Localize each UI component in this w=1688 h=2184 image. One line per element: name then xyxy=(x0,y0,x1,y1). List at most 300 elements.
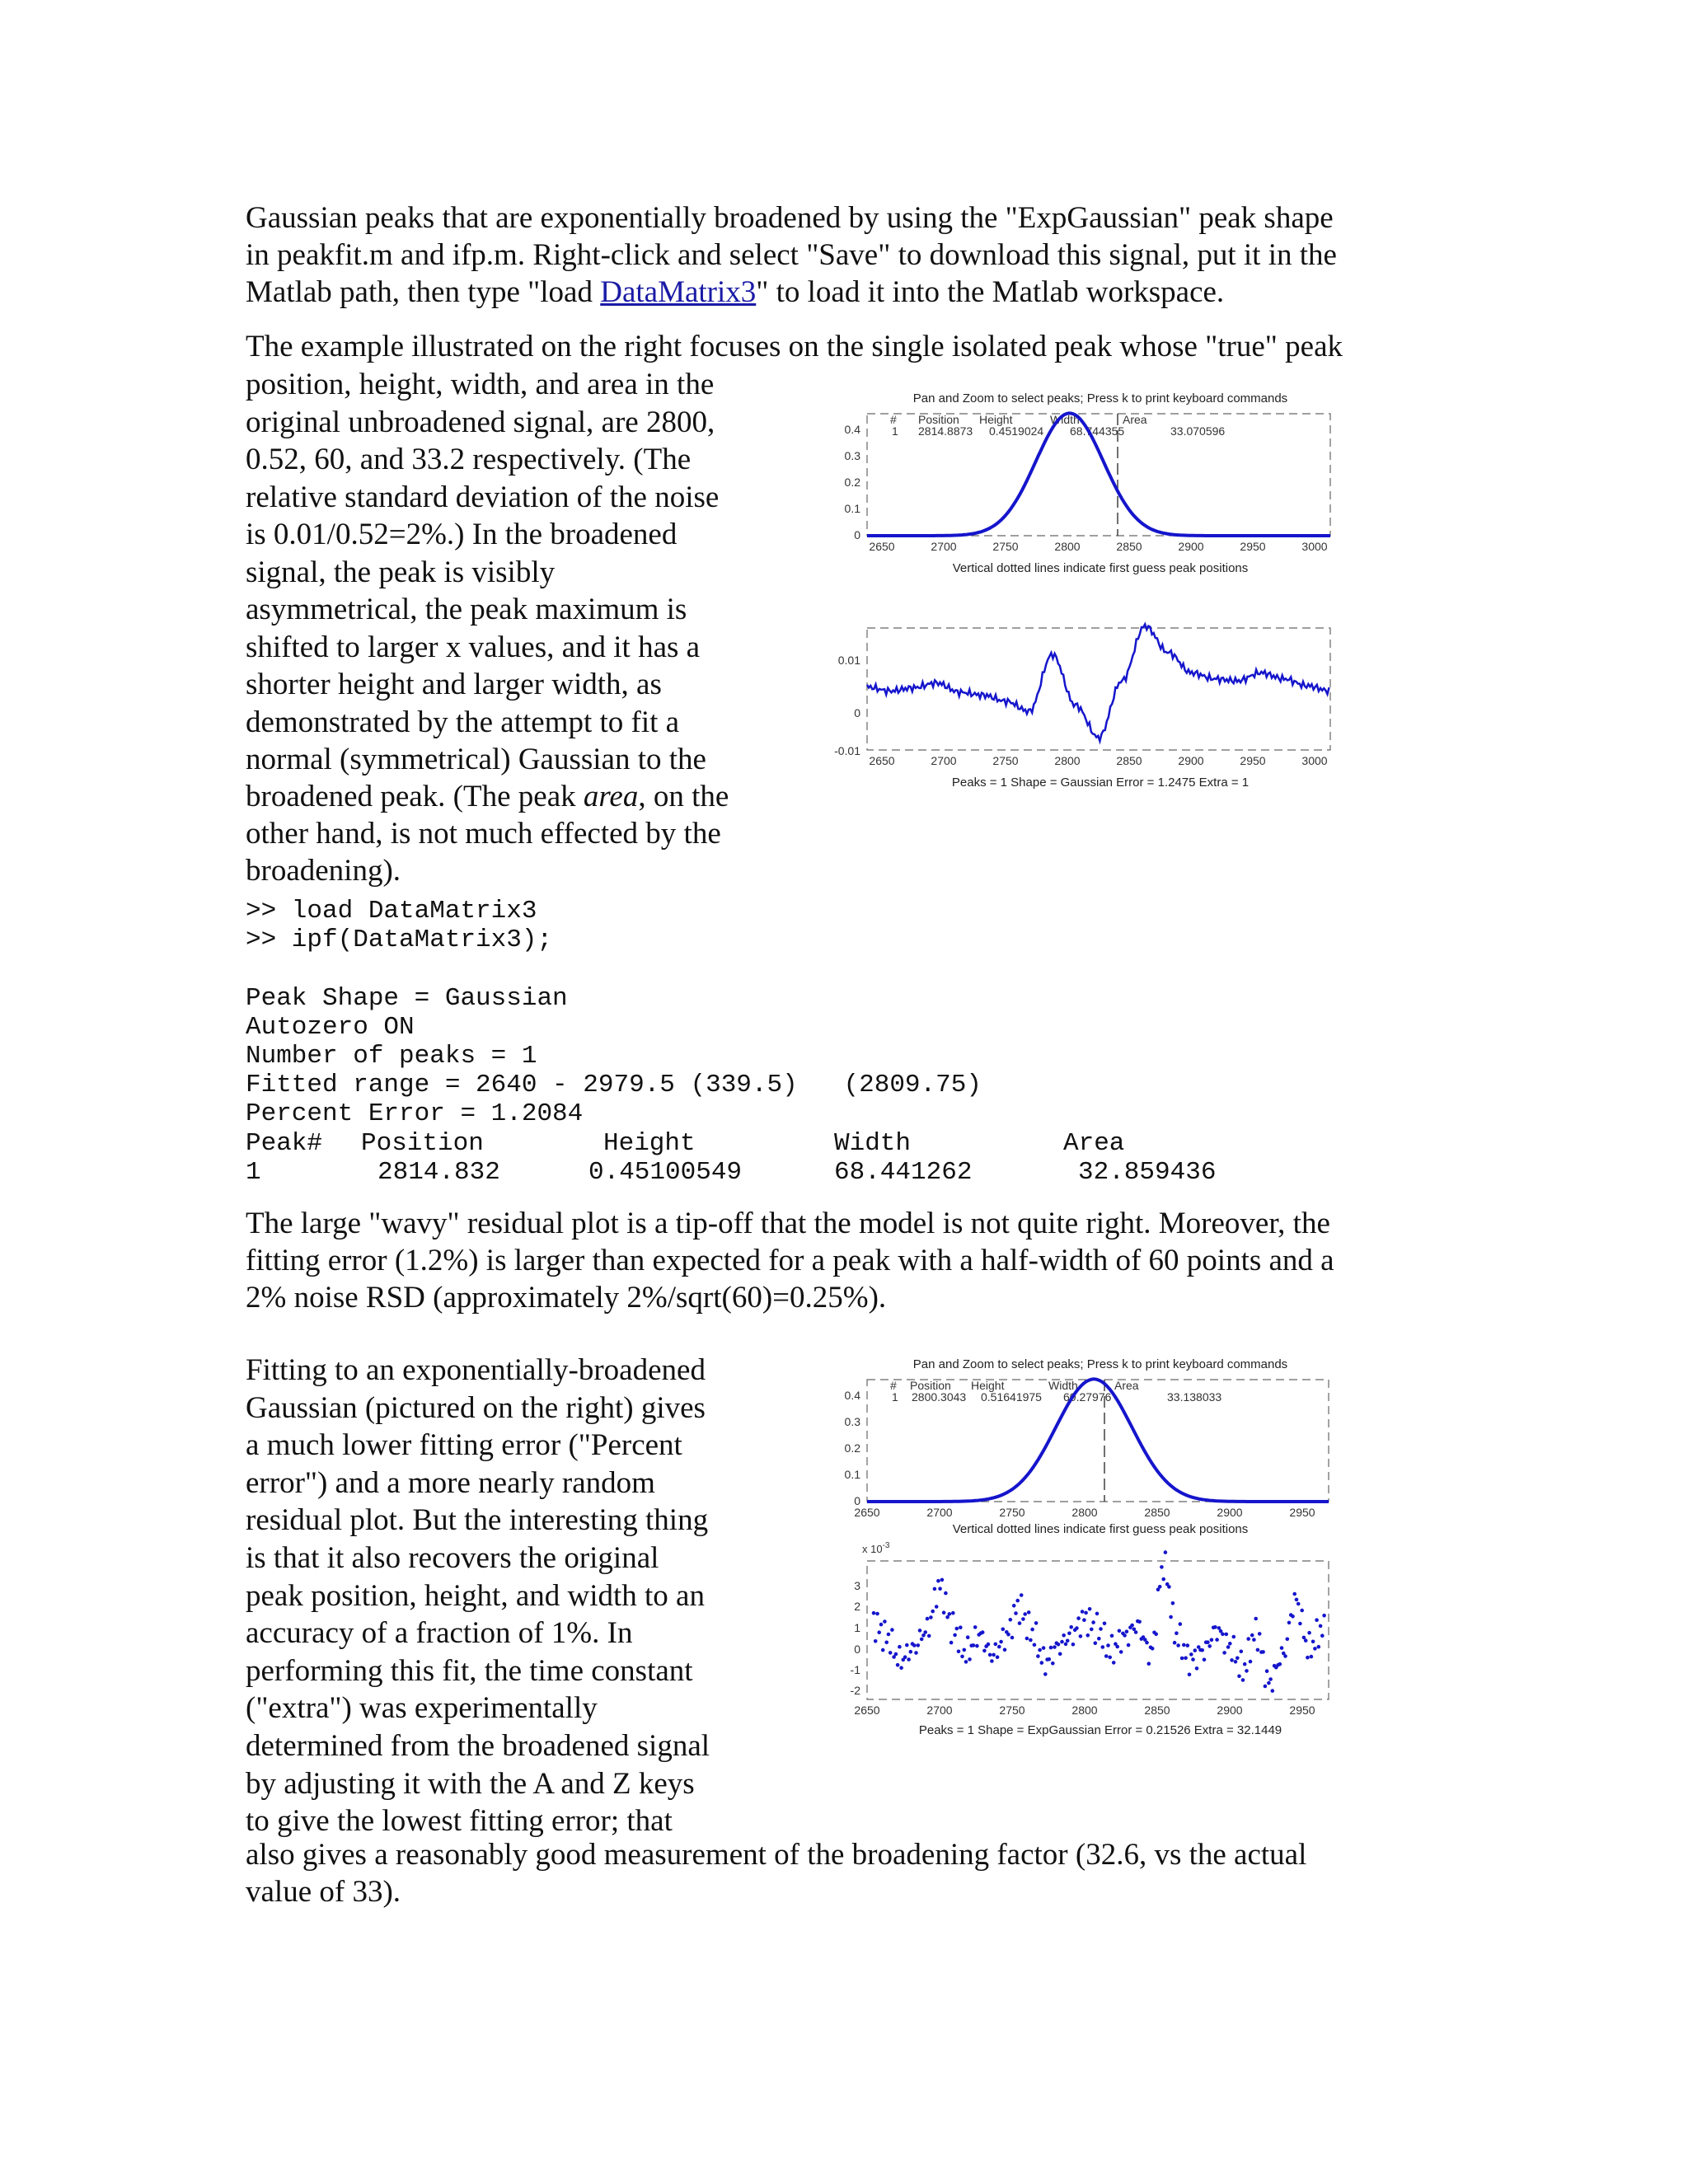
fig2-residual-point xyxy=(1066,1639,1070,1643)
fig1-res-ytick-0: 0 xyxy=(854,706,860,719)
fig2-th-width: Width xyxy=(1048,1379,1078,1392)
fig2-residual-point xyxy=(1119,1650,1123,1654)
fig2-residual-point xyxy=(1033,1643,1037,1647)
fig2-residual-point xyxy=(883,1619,887,1624)
fig2-title: Pan and Zoom to select peaks; Press k to print keyboard commands xyxy=(912,1357,1288,1371)
para2-line-1: position, height, width, and area in the xyxy=(246,368,715,401)
fig2-top-xtick-0: 2650 xyxy=(854,1506,880,1519)
fig2-res-ytick-2: 2 xyxy=(854,1600,860,1613)
fig2-residual-point xyxy=(1182,1643,1186,1647)
fig2-residual-point xyxy=(1222,1651,1226,1655)
para4-line-10: ("extra") was experimentally xyxy=(246,1691,598,1726)
fig2-residual-point xyxy=(1003,1648,1007,1652)
fig2-residual-point xyxy=(933,1587,937,1591)
fig2-residual-point xyxy=(1094,1641,1098,1645)
fig2-ytick-04: 0.4 xyxy=(844,1389,860,1402)
fig2-bot-xtick-0: 2650 xyxy=(854,1704,880,1717)
fig1-bot-xtick-5: 2900 xyxy=(1178,754,1204,767)
fig2-residual-point xyxy=(1179,1622,1183,1626)
para4-line-2: Gaussian (pictured on the right) gives xyxy=(246,1390,706,1425)
fig2-residual-point xyxy=(1307,1631,1311,1635)
fig2-td-area: 33.138033 xyxy=(1167,1390,1222,1404)
fig2-ytick-0: 0 xyxy=(854,1494,860,1507)
fig1-bot-xtick-1: 2700 xyxy=(931,754,957,767)
fig1-td-width: 68.744355 xyxy=(1070,424,1125,438)
fig2-residual-point xyxy=(1134,1630,1138,1634)
fig2-residual-point xyxy=(1264,1685,1268,1689)
para4-line-9: performing this fit, the time constant xyxy=(246,1653,693,1688)
fig1-res-ytick-m001: -0.01 xyxy=(834,744,860,757)
fig2-residual-point xyxy=(1104,1654,1109,1658)
fig2-residual-point xyxy=(942,1610,946,1615)
fig2-residual-point xyxy=(1158,1585,1162,1589)
fig2-res-ytick-0: 0 xyxy=(854,1643,860,1656)
fig2-residual-point xyxy=(1161,1577,1165,1582)
fig2-residual-point xyxy=(1215,1638,1219,1642)
fig2-residual-point xyxy=(948,1612,952,1616)
fig2-td-num: 1 xyxy=(892,1390,898,1404)
fig2-residual-point xyxy=(1001,1628,1006,1632)
fig2-residual-point xyxy=(1203,1658,1207,1662)
fig2-residual-point xyxy=(1265,1669,1269,1673)
fig2-residual-point xyxy=(990,1659,994,1663)
code-line-4: Peak Shape = Gaussian xyxy=(246,983,568,1013)
fig1-td-num: 1 xyxy=(892,424,898,438)
fig2-footer: Peaks = 1 Shape = ExpGaussian Error = 0.21526 Extra = 32.1449 xyxy=(918,1723,1282,1737)
cell-height: 0.45100549 xyxy=(588,1158,743,1187)
fig2-residual-point xyxy=(1010,1636,1015,1640)
fig2-residual-point xyxy=(966,1635,970,1639)
fig2-residual-point xyxy=(972,1643,976,1647)
fig2-residual-point xyxy=(1015,1599,1020,1603)
fig2-residual-point xyxy=(959,1625,963,1629)
fig1-ytick-0: 0 xyxy=(854,528,860,541)
fig2-bot-xtick-6: 2950 xyxy=(1289,1704,1315,1717)
fig1-bot-xtick-2: 2750 xyxy=(992,754,1019,767)
fig2-residual-point xyxy=(1023,1612,1027,1616)
fig1-ytick-01: 0.1 xyxy=(844,502,860,515)
fig2-residual-point xyxy=(1267,1681,1271,1685)
fig1-bot-xtick-6: 2950 xyxy=(1240,754,1266,767)
fig2-residual-point xyxy=(1256,1648,1260,1652)
fig2-residual-point xyxy=(1018,1621,1022,1625)
cell-width: 68.441262 xyxy=(834,1158,973,1187)
fig2-ytick-02: 0.2 xyxy=(844,1441,860,1455)
fig2-residual-point xyxy=(1118,1629,1122,1633)
fig2-residual-point xyxy=(1062,1633,1066,1638)
fig2-residual-point xyxy=(1097,1637,1101,1641)
fig2-residual-point xyxy=(1112,1661,1116,1665)
fig2-residual-point xyxy=(1191,1657,1195,1661)
fig2-residual-point xyxy=(1137,1620,1142,1624)
fig2-residual-point xyxy=(963,1648,967,1652)
fig2-residual-point xyxy=(1125,1629,1129,1633)
code-line-1: >> load DataMatrix3 xyxy=(246,897,537,926)
fig1-ytick-03: 0.3 xyxy=(844,449,860,462)
fig2-residual-point xyxy=(1030,1628,1034,1632)
fig2-residual-point xyxy=(1278,1662,1282,1666)
fig2-top-yticks xyxy=(845,1389,861,1507)
fig2-residual-point xyxy=(1254,1617,1258,1621)
para3-line3: 2% noise RSD (approximately 2%/sqrt(60)=0.25%). xyxy=(246,1281,887,1315)
fig2-residual-point xyxy=(1154,1633,1158,1637)
fig2-top-xtick-4: 2850 xyxy=(1144,1506,1170,1519)
fig2-residual-point xyxy=(1268,1677,1273,1681)
fig2-residual-point xyxy=(1292,1592,1296,1596)
fig2-th-num: # xyxy=(890,1379,897,1392)
para4-line-3: a much lower fitting error ("Percent xyxy=(246,1428,682,1463)
fig1-residual-axes xyxy=(867,628,1330,750)
fig2-residual-point xyxy=(1079,1634,1083,1638)
para2-line-9: shorter height and larger width, as xyxy=(246,668,662,701)
fig2-bot-xtick-3: 2800 xyxy=(1071,1704,1098,1717)
fig2-residual-point xyxy=(1014,1611,1018,1615)
col-header-peak: Peak# xyxy=(246,1129,323,1158)
fig2-residual-point xyxy=(929,1615,933,1619)
fig2-residual-point xyxy=(1067,1632,1071,1636)
para2-line-8: shifted to larger x values, and it has a xyxy=(246,630,701,664)
fig2-residual-point xyxy=(1160,1565,1164,1569)
code-line-7: Fitted range = 2640 - 2979.5 (339.5) (2809.75) xyxy=(246,1071,982,1100)
fig2-residual-point xyxy=(1064,1643,1068,1647)
fig2-residual-point xyxy=(950,1641,954,1645)
fig2-residual-point xyxy=(1090,1628,1094,1632)
fig2-td-height: 0.51641975 xyxy=(981,1390,1042,1404)
fig2-residual-point xyxy=(987,1643,991,1647)
fig1-ytick-02: 0.2 xyxy=(844,476,860,489)
fig2-residual-point xyxy=(1221,1633,1225,1637)
fig2-residual-point xyxy=(940,1578,945,1582)
para2-line-10: demonstrated by the attempt to fit a xyxy=(246,705,680,739)
fig2-residual-point xyxy=(1042,1646,1046,1650)
para4-line-8: accuracy of a fraction of 1%. In xyxy=(246,1616,633,1651)
fig2-residual-point xyxy=(960,1655,964,1659)
fig2-residual-point xyxy=(975,1644,979,1648)
fig2-residual-point xyxy=(1291,1615,1295,1619)
fig2-residual-point xyxy=(1280,1646,1284,1650)
fig2-residual-point xyxy=(953,1633,957,1638)
fig2-residual-point xyxy=(988,1653,992,1657)
para2-line13-post: , on the xyxy=(638,780,729,813)
fig2-residual-point xyxy=(1034,1621,1039,1625)
para2-line-7: asymmetrical, the peak maximum is xyxy=(246,593,687,626)
code-line-2: >> ipf(DataMatrix3); xyxy=(246,926,553,955)
fig2-residual-point xyxy=(1304,1638,1308,1643)
fig1-th-position: Position xyxy=(918,413,959,426)
fig2-residual-point xyxy=(1252,1638,1256,1642)
fig1-top-xtick-5: 2900 xyxy=(1178,540,1204,553)
fig2-residual-point xyxy=(1234,1660,1238,1664)
fig2-xlabel: Vertical dotted lines indicate first guess peak positions xyxy=(952,1522,1249,1536)
para1-line3-post: " to load it into the Matlab workspace. xyxy=(756,275,1225,309)
fig2-residual-point xyxy=(1071,1643,1076,1647)
fig2-residual-point xyxy=(1103,1622,1107,1626)
fig2-res-ytick-m2: -2 xyxy=(850,1684,860,1697)
fig1-bot-xtick-0: 2650 xyxy=(869,754,895,767)
fig1-ytick-04: 0.4 xyxy=(844,423,860,436)
fig2-bot-xtick-1: 2700 xyxy=(926,1704,953,1717)
fig2-residual-point xyxy=(1286,1638,1290,1642)
fig2-residual-point xyxy=(1106,1643,1110,1647)
fig2-residual-point xyxy=(1271,1689,1275,1693)
fig2-residual-point xyxy=(1040,1661,1044,1665)
fig2-residual-point xyxy=(1091,1620,1095,1624)
fig2-residual-point xyxy=(1173,1641,1177,1645)
cell-area: 32.859436 xyxy=(1078,1158,1217,1187)
fig2-residual-point xyxy=(1164,1550,1168,1554)
fig2-bot-xtick-5: 2900 xyxy=(1217,1704,1243,1717)
fig2-residual-point xyxy=(1027,1610,1031,1615)
fig2-top-xtick-6: 2950 xyxy=(1289,1506,1315,1519)
fig2-residual-point xyxy=(1053,1645,1057,1649)
fig2-residual-point xyxy=(936,1579,940,1583)
fig2-exponent-label xyxy=(862,1541,890,1555)
fig2-residual-point xyxy=(1171,1601,1175,1605)
para4-line-7: peak position, height, and width to an xyxy=(246,1578,705,1613)
fig2-residual-point xyxy=(1108,1656,1112,1660)
fig2-td-width: 60.27976 xyxy=(1063,1390,1112,1404)
fig2-residual-point xyxy=(1261,1650,1265,1654)
fig2-residual-point xyxy=(877,1630,881,1634)
fig2-residual-point xyxy=(1110,1634,1114,1638)
fig2-residual-point xyxy=(1043,1672,1048,1676)
para2-line15: broadening). xyxy=(246,854,401,888)
fig2-residual-point xyxy=(1245,1669,1249,1673)
fig1-bot-xtick-7: 3000 xyxy=(1301,754,1328,767)
fig2-residual-point xyxy=(894,1652,898,1657)
fig2-residual-point xyxy=(999,1640,1003,1644)
fig2-residual-point xyxy=(1320,1633,1325,1638)
fig2-residual-point xyxy=(1012,1604,1016,1608)
fig2-residual-point xyxy=(905,1643,909,1647)
fig2-ytick-03: 0.3 xyxy=(844,1415,860,1428)
para2-line1: The example illustrated on the right focuses on the single isolated peak whose "true" peak xyxy=(246,330,1343,363)
fig1-top-xtick-2: 2750 xyxy=(992,540,1019,553)
fig2-residual-point xyxy=(1130,1624,1134,1628)
fig2-residual-point xyxy=(1225,1633,1229,1637)
fig2-residual-point xyxy=(1051,1661,1055,1666)
fig1-bot-xtick-3: 2800 xyxy=(1054,754,1081,767)
fig1-th-area: Area xyxy=(1123,413,1147,426)
fig2-residual-point xyxy=(1258,1632,1262,1636)
fig2-residual-point xyxy=(920,1638,924,1642)
para2-line14: other hand, is not much effected by the xyxy=(246,817,721,851)
fig2-residual-point xyxy=(881,1648,885,1652)
fig2-residual-point xyxy=(1313,1647,1317,1651)
fig2-residual-point xyxy=(1241,1678,1245,1682)
fig2-residual-point xyxy=(1184,1657,1188,1661)
code-line-6: Number of peaks = 1 xyxy=(246,1042,537,1071)
fig2-residual-point xyxy=(968,1657,972,1661)
fig1-bottom-xticks xyxy=(869,754,1327,767)
fig1-td-height: 0.4519024 xyxy=(989,424,1044,438)
fig2-residual-point xyxy=(1228,1642,1232,1646)
fig2-residual-point xyxy=(912,1643,917,1647)
fig2-residual-point xyxy=(1025,1637,1029,1641)
fig2-residual-point xyxy=(1207,1644,1212,1648)
fig2-top-xticks xyxy=(854,1506,1315,1519)
fig1-bottom-yticks xyxy=(834,654,860,757)
fig2-residual-point xyxy=(917,1643,921,1647)
fig2-residual-point xyxy=(973,1625,978,1629)
fig1-xlabel: Vertical dotted lines indicate first guess peak positions xyxy=(952,561,1249,575)
para4-line-12: by adjusting it with the A and Z keys xyxy=(246,1766,695,1801)
fig1-top-xtick-0: 2650 xyxy=(869,540,895,553)
para2-line-3: 0.52, 60, and 33.2 respectively. (The xyxy=(246,443,692,476)
datamatrix3-link[interactable]: DataMatrix3 xyxy=(600,275,757,309)
fig1-top-xticks xyxy=(869,540,1327,553)
fig2-residual-point xyxy=(1099,1627,1103,1631)
fig2-residual-point xyxy=(1283,1654,1287,1658)
fig2-residual-point xyxy=(1081,1610,1085,1614)
fig2-residual-point xyxy=(1310,1655,1314,1659)
fig2-res-ytick-m1: -1 xyxy=(850,1663,860,1676)
fig2-residual-point xyxy=(1226,1645,1231,1649)
fig2-residual-point xyxy=(982,1649,987,1653)
fig2-residual-point xyxy=(872,1611,876,1615)
fig2-residual-point xyxy=(1206,1640,1210,1644)
para1-line3 xyxy=(246,274,1224,312)
fig1-top-xtick-4: 2850 xyxy=(1116,540,1142,553)
fig1-res-ytick-001: 0.01 xyxy=(837,654,860,667)
fig1-title: Pan and Zoom to select peaks; Press k to print keyboard commands xyxy=(912,391,1288,405)
fig2-residual-point xyxy=(875,1612,879,1616)
fig2-residual-point xyxy=(1236,1657,1240,1661)
fig2-residual-point xyxy=(1213,1625,1217,1629)
fig2-residual-point xyxy=(1101,1645,1105,1649)
fig2-residual-point xyxy=(1319,1624,1323,1629)
fig2-residual-point xyxy=(1180,1657,1184,1661)
fig2-residual-point xyxy=(907,1657,911,1661)
fig2-residual-point xyxy=(1232,1635,1236,1639)
fig2-residual-point xyxy=(1057,1643,1061,1647)
fig2-residual-point xyxy=(1169,1615,1173,1619)
fig2-residual-point xyxy=(1084,1611,1088,1615)
fig2-residual-point xyxy=(997,1645,1001,1649)
fig2-residual-point xyxy=(957,1650,961,1654)
fig2-residual-point xyxy=(1189,1652,1193,1657)
fig2-residual-point xyxy=(1088,1607,1092,1611)
fig2-residual-point xyxy=(1188,1673,1192,1677)
fig2-residual-point xyxy=(926,1617,930,1621)
fig2-residual-point xyxy=(874,1639,878,1643)
para4-line-13: to give the lowest fitting error; that xyxy=(246,1804,673,1839)
fig2-residual-point xyxy=(1237,1675,1241,1679)
fig2-residual-point xyxy=(923,1630,927,1634)
fig2-residual-point xyxy=(1123,1633,1127,1638)
para3-line2: fitting error (1.2%) is larger than expected for a peak with a half-width of 60 points and a xyxy=(246,1244,1334,1277)
fig2-residual-point xyxy=(1210,1638,1214,1643)
fig2-residual-point xyxy=(1058,1652,1062,1657)
fig1-top-yticks xyxy=(845,423,861,541)
fig2-td-position: 2800.3043 xyxy=(912,1390,967,1404)
fig2-residual-point xyxy=(909,1650,913,1654)
fig2-res-ytick-1: 1 xyxy=(854,1621,860,1634)
fig2-residual-point xyxy=(1298,1622,1302,1626)
fig2-residual-point xyxy=(935,1605,939,1609)
fig2-top-xtick-2: 2750 xyxy=(999,1506,1025,1519)
fig2-residual-point xyxy=(1115,1645,1119,1649)
fig2-residual-point xyxy=(944,1591,948,1596)
para1-line2: in peakfit.m and ifp.m. Right-click and select "Save" to download this signal, put it in the xyxy=(246,238,1337,272)
fig2-residual-point xyxy=(914,1651,918,1655)
para2-line-11: normal (symmetrical) Gaussian to the xyxy=(246,743,706,776)
para2-line-4: relative standard deviation of the noise xyxy=(246,480,720,514)
fig2-residual-point xyxy=(938,1586,942,1591)
fig1-top-xtick-1: 2700 xyxy=(931,540,957,553)
fig2-residual-point xyxy=(1186,1643,1190,1647)
fig2-residual-point xyxy=(887,1633,891,1637)
fig2-residual-point xyxy=(996,1655,1000,1659)
fig2-th-position: Position xyxy=(910,1379,951,1392)
fig2-residual-point xyxy=(1300,1609,1304,1613)
fig2-residual-point xyxy=(1009,1618,1013,1622)
fig2-th-area: Area xyxy=(1114,1379,1139,1392)
fig2-residual-point xyxy=(1151,1647,1155,1651)
figure1-ipf-gaussian xyxy=(816,387,1352,808)
fig2-th-height: Height xyxy=(971,1379,1005,1392)
fig2-top-xtick-5: 2900 xyxy=(1217,1506,1243,1519)
fig2-residual-point xyxy=(1127,1643,1131,1647)
area-emphasis: area xyxy=(583,780,639,813)
code-line-5: Autozero ON xyxy=(246,1012,415,1042)
fig1-top-xtick-3: 2800 xyxy=(1054,540,1081,553)
fig2-residual-point xyxy=(1243,1662,1247,1666)
fig2-exponent-power: -3 xyxy=(882,1541,890,1550)
para1-line3-pre: Matlab path, then type "load xyxy=(246,275,601,309)
para2-line-2: original unbroadened signal, are 2800, xyxy=(246,405,715,439)
para4-line-5: residual plot. But the interesting thing xyxy=(246,1503,709,1538)
fig2-residual-point xyxy=(1250,1633,1254,1638)
fig2-residual-point xyxy=(994,1643,998,1647)
fig2-residual-point xyxy=(1246,1637,1250,1641)
fig2-residual-point xyxy=(964,1660,968,1664)
fig2-residual-point xyxy=(931,1610,935,1614)
fig1-td-position: 2814.8873 xyxy=(918,424,973,438)
fig2-residual-point xyxy=(992,1653,996,1657)
fig2-residual-point xyxy=(1306,1656,1310,1660)
fig2-residual-point xyxy=(1175,1631,1179,1635)
fig2-residual-point xyxy=(1069,1625,1073,1629)
fig2-residual-point xyxy=(1317,1645,1321,1649)
fig2-residual-point xyxy=(1249,1660,1253,1664)
para4-line-1: Fitting to an exponentially-broadened xyxy=(246,1353,706,1387)
fig2-residual-point xyxy=(1176,1643,1180,1647)
fig2-bot-xtick-2: 2750 xyxy=(999,1704,1025,1717)
col-header-height: Height xyxy=(603,1129,696,1158)
col-header-position: Position xyxy=(361,1129,484,1158)
fig2-residual-point xyxy=(889,1651,893,1655)
fig2-top-xtick-1: 2700 xyxy=(926,1506,953,1519)
fig2-residual-point xyxy=(1195,1666,1199,1671)
fig2-residual-point xyxy=(927,1634,931,1638)
fig2-residual-point xyxy=(1036,1654,1040,1658)
fig2-residual-point xyxy=(1038,1648,1042,1652)
fig2-residual-point xyxy=(1295,1598,1299,1602)
fig1-th-width: Width xyxy=(1050,413,1080,426)
fig2-residual-point xyxy=(1193,1648,1198,1652)
para2-line-5: is 0.01/0.52=2%.) In the broadened xyxy=(246,518,678,551)
fig2-residual-point xyxy=(1287,1621,1292,1625)
fig2-residual-point xyxy=(1049,1646,1053,1650)
fig2-bottom-yticks xyxy=(851,1579,861,1697)
fig2-residual-point xyxy=(903,1655,907,1659)
fig2-residual-point xyxy=(1020,1593,1024,1597)
fig2-bot-xtick-4: 2850 xyxy=(1144,1704,1170,1717)
para4-line-4: error") and a more nearly random xyxy=(246,1465,655,1500)
fig2-residual-point xyxy=(1230,1658,1234,1662)
fig2-residual-point xyxy=(1048,1657,1052,1661)
